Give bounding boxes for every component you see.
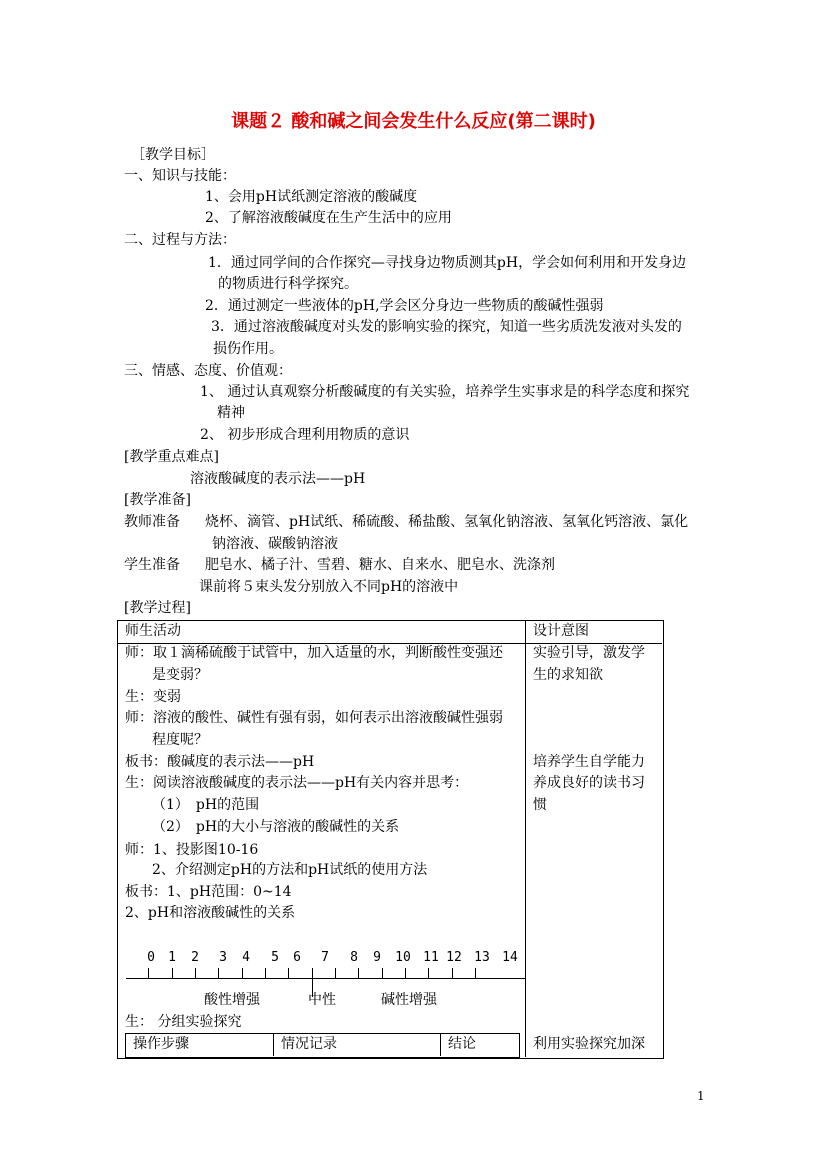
activity-line: 师：取１滴稀硫酸于试管中，加入适量的水，判断酸性变强还 [125,645,503,661]
activity-line: 程度呢？ [152,732,208,748]
activity-line: 板书：1、pH范围：0~14 [125,884,292,900]
ph-tick-label: 6 [293,950,301,965]
ph-tick-label: 8 [350,950,358,965]
ph-tick [265,968,266,978]
ph-tick-label: 9 [373,950,381,965]
ph-tick-label: 5 [271,950,279,965]
objective-item: 的物质进行科学探究。 [218,276,358,292]
prep-note: 课前将５束头发分别放入不同pH的溶液中 [199,579,459,595]
ph-tick [335,968,336,978]
ph-tick-label: 10 [395,950,411,965]
activity-line: 生：阅读溶液酸碱度的表示法——pH有关内容并思考： [125,775,469,791]
teacher-prep-label: 教师准备 [124,514,180,530]
process-heading: [教学过程] [124,600,191,616]
teacher-prep-items: 钠溶液、碳酸钠溶液 [212,536,338,552]
intent-line: 惯 [533,797,547,813]
page-number: 1 [697,1089,705,1103]
objective-item: 精神 [217,405,245,421]
key-heading: [教学重点难点] [124,449,219,465]
column-header-activity: 师生活动 [125,623,181,639]
activity-line: 生： 分组实验探究 [125,1014,242,1030]
section-heading: 三、情感、态度、价值观： [124,363,292,379]
section-heading: 一、知识与技能： [124,168,236,184]
intent-line: 生的求知欲 [533,667,603,683]
acid-label: 酸性增强 [204,992,260,1008]
ph-tick-label: 7 [321,950,329,965]
activity-line: 2、介绍测定pH的方法和pH试纸的使用方法 [152,862,428,878]
column-divider [440,1033,441,1056]
ph-tick-label: 1 [168,950,176,965]
ph-tick-label: 12 [446,950,462,965]
intent-line: 实验引导，激发学 [533,645,645,661]
ph-tick-label: 11 [423,950,439,965]
page-title: 课题２ 酸和碱之间会发生什么反应(第二课时) [231,111,596,132]
objective-item: 损伤作用。 [213,341,283,357]
ph-tick [288,968,289,978]
objective-item: 1、 通过认真观察分析酸碱度的有关实验，培养学生实事求是的科学态度和探究 [200,384,690,400]
activity-line: 师：1、投影图10-16 [125,842,259,858]
neutral-label: 中性 [308,992,336,1008]
objective-item: 2、了解溶液酸碱度在生产生活中的应用 [205,210,452,226]
intent-line: 培养学生自学能力 [533,754,645,770]
ph-tick [382,968,383,978]
activity-line: 2、pH和溶液酸碱性的关系 [125,905,296,921]
ph-tick-label: 13 [474,950,490,965]
activity-line: 生：变弱 [125,689,181,705]
ph-tick [195,968,196,978]
objectives-heading: ［教学目标］ [131,147,215,163]
subtable-header: 情况记录 [281,1036,337,1052]
objective-item: 2．通过测定一些液体的pH,学会区分身边一些物质的酸碱性强弱 [205,298,604,314]
student-prep-items: 肥皂水、橘子汁、雪碧、糖水、自来水、肥皂水、洗涤剂 [205,557,555,573]
ph-tick [242,968,243,978]
column-header-intent: 设计意图 [533,623,589,639]
ph-tick-label: 3 [219,950,227,965]
ph-tick [475,968,476,978]
teacher-prep-items: 烧杯、滴管、pH试纸、稀硫酸、稀盐酸、氢氧化钠溶液、氢氧化钙溶液、氯化 [205,514,689,530]
ph-tick [148,968,149,978]
ph-scale-axis [126,978,525,979]
key-text: 溶液酸碱度的表示法——pH [190,471,366,487]
intent-line: 利用实验探究加深 [533,1036,645,1052]
ph-tick [218,968,219,978]
intent-line: 养成良好的读书习 [533,775,645,791]
ph-tick-label: 0 [147,950,155,965]
objective-item: 3．通过溶液酸碱度对头发的影响实验的探究，知道一些劣质洗发液对头发的 [211,319,682,335]
objective-item: 1、会用pH试纸测定溶液的酸碱度 [205,189,418,205]
activity-line: （1） pH的范围 [152,797,260,813]
column-divider [273,1033,274,1056]
ph-tick [172,968,173,978]
student-prep-label: 学生准备 [124,557,180,573]
ph-tick-label: 2 [191,950,199,965]
subtable-header: 操作步骤 [133,1036,189,1052]
column-divider [525,620,526,1057]
activity-line: 师：溶液的酸性、碱性有强有弱，如何表示出溶液酸碱性强弱 [125,710,503,726]
subtable-header: 结论 [448,1036,476,1052]
base-label: 碱性增强 [381,992,437,1008]
ph-tick [452,968,453,978]
ph-tick [428,968,429,978]
activity-line: 板书：酸碱度的表示法——pH [125,754,315,770]
ph-tick-label: 14 [502,950,518,965]
objective-item: 1．通过同学间的合作探究—寻找身边物质测其pH，学会如何利用和开发身边 [208,255,687,271]
ph-tick [405,968,406,978]
ph-tick-label: 4 [242,950,250,965]
objective-item: 2、 初步形成合理利用物质的意识 [200,427,410,443]
prep-heading: [教学准备] [124,492,191,508]
ph-tick [358,968,359,978]
activity-line: 是变弱？ [152,667,208,683]
section-heading: 二、过程与方法： [124,232,236,248]
activity-line: （2） pH的大小与溶液的酸碱性的关系 [152,819,400,835]
